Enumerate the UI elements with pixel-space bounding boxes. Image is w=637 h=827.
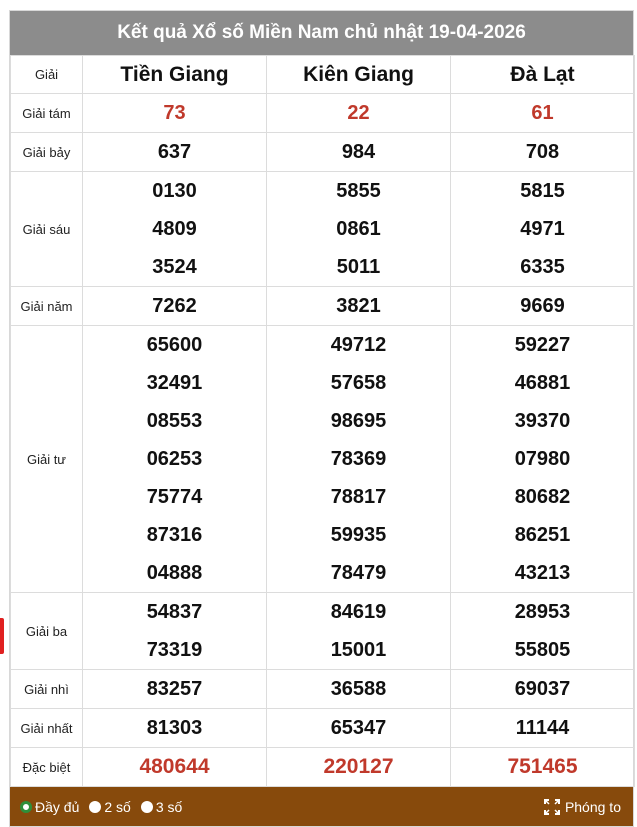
prize-cell [83, 326, 267, 593]
results-table [10, 55, 635, 787]
prize-number: 78369 [330, 448, 387, 470]
prize-number: 69037 [514, 678, 571, 700]
prize-cell [451, 326, 635, 593]
prize-number: 9669 [520, 295, 565, 317]
prize-number: 4971 [520, 218, 565, 240]
prize-number: 637 [157, 141, 192, 163]
option-full-label: Đầy đủ [35, 798, 80, 815]
prize-label: Giải sáu [11, 172, 83, 287]
prize-cell [83, 670, 267, 709]
header-label: Giải [11, 56, 83, 94]
prize-number: 4809 [152, 218, 197, 240]
prize-number: 480644 [139, 755, 210, 778]
prize-number: 984 [341, 141, 376, 163]
prize-number: 78817 [330, 486, 387, 508]
prize-label: Giải nhì [11, 670, 83, 709]
prize-row [11, 709, 635, 748]
province-da-lat[interactable]: Đà Lạt [451, 56, 635, 94]
prize-number: 6335 [520, 256, 565, 278]
prize-number: 22 [347, 102, 370, 124]
prize-number: 65347 [330, 717, 387, 739]
prize-cell [267, 326, 451, 593]
prize-cell [267, 94, 451, 133]
prize-cell [451, 94, 635, 133]
prize-number: 59227 [514, 334, 571, 356]
prize-number: 98695 [330, 410, 387, 432]
header-row [11, 56, 635, 94]
prize-number: 751465 [507, 755, 578, 778]
prize-number: 39370 [514, 410, 571, 432]
prize-row [11, 287, 635, 326]
prize-number: 83257 [146, 678, 203, 700]
results-panel [9, 10, 634, 827]
prize-number: 57658 [330, 372, 387, 394]
prize-number: 220127 [323, 755, 394, 778]
prize-number: 61 [531, 102, 554, 124]
prize-number: 65600 [146, 334, 203, 356]
prize-number: 15001 [330, 639, 387, 661]
radio-2-digits-icon[interactable] [89, 801, 101, 813]
prize-cell [267, 287, 451, 326]
prize-cell [451, 172, 635, 287]
prize-label: Giải năm [11, 287, 83, 326]
prize-number: 78479 [330, 562, 387, 584]
prize-number: 3821 [336, 295, 381, 317]
prize-number: 0861 [336, 218, 381, 240]
option-2-digits[interactable] [89, 799, 130, 815]
prize-row [11, 94, 635, 133]
prize-number: 0130 [152, 180, 197, 202]
prize-number: 7262 [152, 295, 197, 317]
prize-number: 43213 [514, 562, 571, 584]
prize-number: 86251 [514, 524, 571, 546]
prize-number: 08553 [146, 410, 203, 432]
prize-rows [11, 94, 635, 787]
prize-label: Đặc biệt [11, 748, 83, 787]
prize-number: 73319 [146, 639, 203, 661]
prize-row [11, 748, 635, 787]
prize-cell [451, 748, 635, 787]
prize-cell [83, 748, 267, 787]
prize-row [11, 133, 635, 172]
prize-number: 3524 [152, 256, 197, 278]
prize-cell [267, 593, 451, 670]
prize-label: Giải tư [11, 326, 83, 593]
prize-cell [451, 709, 635, 748]
prize-row [11, 172, 635, 287]
prize-label: Giải bảy [11, 133, 83, 172]
province-tien-giang[interactable]: Tiền Giang [83, 56, 267, 94]
province-kien-giang[interactable]: Kiên Giang [267, 56, 451, 94]
option-3-digits-label: 3 số [155, 798, 183, 815]
prize-label: Giải tám [11, 94, 83, 133]
prize-row [11, 593, 635, 670]
prize-number: 32491 [146, 372, 203, 394]
prize-number: 5011 [336, 256, 381, 278]
zoom-button[interactable] [544, 799, 621, 815]
prize-cell [267, 670, 451, 709]
prize-row [11, 326, 635, 593]
expand-icon [544, 799, 560, 815]
prize-cell [451, 670, 635, 709]
option-2-digits-label: 2 số [104, 798, 131, 815]
prize-row [11, 670, 635, 709]
prize-number: 5815 [520, 180, 565, 202]
radio-full-icon[interactable] [20, 801, 32, 813]
prize-number: 07980 [514, 448, 571, 470]
prize-number: 59935 [330, 524, 387, 546]
prize-cell [83, 94, 267, 133]
prize-cell [267, 709, 451, 748]
option-3-digits[interactable] [141, 799, 182, 815]
prize-number: 87316 [146, 524, 203, 546]
prize-cell [451, 287, 635, 326]
prize-number: 49712 [330, 334, 387, 356]
radio-3-digits-icon[interactable] [141, 801, 153, 813]
prize-number: 55805 [514, 639, 571, 661]
prize-cell [451, 133, 635, 172]
prize-number: 73 [163, 102, 186, 124]
prize-number: 80682 [514, 486, 571, 508]
prize-cell [83, 709, 267, 748]
results-title: Kết quả Xổ số Miền Nam chủ nhật 19-04-2026 [10, 11, 633, 55]
prize-cell [83, 133, 267, 172]
option-full[interactable] [20, 799, 79, 815]
prize-number: 46881 [514, 372, 571, 394]
zoom-label: Phóng to [564, 798, 621, 815]
prize-number: 54837 [146, 601, 203, 623]
prize-number: 84619 [330, 601, 387, 623]
prize-number: 06253 [146, 448, 203, 470]
prize-number: 04888 [146, 562, 203, 584]
prize-number: 28953 [514, 601, 571, 623]
prize-cell [83, 593, 267, 670]
prize-label: Giải ba [11, 593, 83, 670]
prize-cell [267, 133, 451, 172]
prize-label: Giải nhất [11, 709, 83, 748]
footer-bar [10, 787, 633, 826]
prize-number: 5855 [336, 180, 381, 202]
prize-number: 75774 [146, 486, 203, 508]
side-tab-marker[interactable] [0, 618, 4, 654]
prize-number: 11144 [515, 717, 570, 739]
prize-cell [83, 287, 267, 326]
prize-number: 36588 [330, 678, 387, 700]
prize-cell [267, 748, 451, 787]
prize-cell [451, 593, 635, 670]
prize-cell [267, 172, 451, 287]
prize-number: 81303 [146, 717, 203, 739]
prize-number: 708 [525, 141, 560, 163]
prize-cell [83, 172, 267, 287]
